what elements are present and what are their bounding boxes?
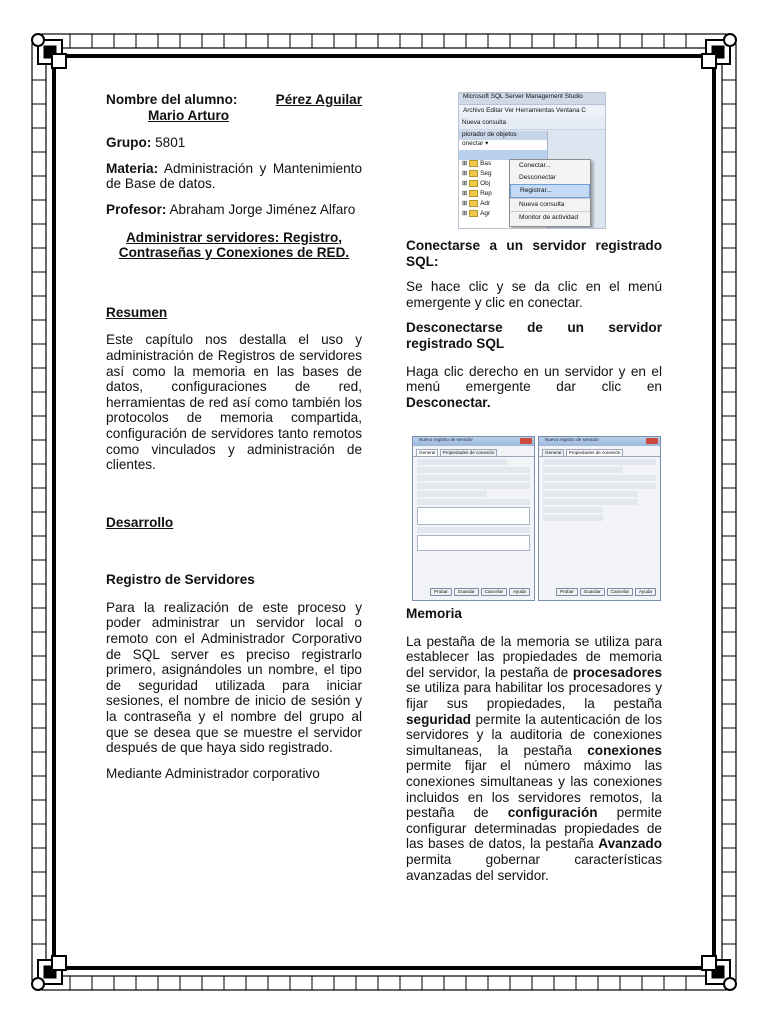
tree-item: ⊞ Obj [462,180,491,188]
save-button: Guardar [454,588,479,596]
folder-icon [469,190,478,197]
student-name-second: Mario Arturo [148,107,230,123]
memoria-text-part: permite la autenticación de los servidores y la auditoria de conexiones simultaneas, la pestaña [406,711,662,758]
student-name-line [106,92,362,108]
connect-text: Se hace clic y se da clic en el menú emergente y clic en conectar. [406,279,662,310]
connect-dropdown: onectar ▾ [462,140,489,147]
form-box [417,507,530,525]
dialog-buttons [554,588,656,596]
tree-item: ⊞ Agr [462,210,491,218]
context-menu [509,159,591,227]
resumen-heading: Resumen [106,304,168,320]
ssms-toolbar [459,117,605,130]
form-line [417,475,530,481]
tab-general: General [542,449,564,456]
tab-general: General [416,449,438,456]
object-explorer-title: plorador de objetos [459,131,547,140]
memoria-keyword: Avanzado [598,836,662,852]
tree-item: ⊞ Bas [462,160,492,168]
form-line [543,483,656,489]
registro-text: Para la realización de este proceso y poder administrar un servidor local o remoto con el Administrador Corporativo de SQL server es preciso registrarlo primero, asignándoles un nombre, el tipo de seguridad utilizada para iniciar sesiones, el nombre de inicio de sesión y la contraseña y el nombre del grupo al que se desea que se muestre el servidor después de que haya sido registrado. [106,599,362,756]
teacher-value: Abraham Jorge Jiménez Alfaro [169,201,356,217]
test-button: Probar [556,588,578,596]
dialog-title: Nuevo registro de servidor [413,437,534,446]
tab-props: Propiedades de conexión [566,449,624,456]
ssms-title: Microsoft SQL Server Management Studio [459,93,605,105]
dialog-title: Nuevo registro de servidor [539,437,660,446]
tree-item: ⊞ Rep [462,190,492,198]
form-line [543,507,603,513]
memoria-heading: Memoria [406,606,462,621]
tree-item: ⊞ Seg [462,170,492,178]
desarrollo-heading: Desarrollo [106,514,174,530]
group-label: Grupo: [106,135,152,151]
form-line [417,483,530,489]
memoria-text-part: permita gobernar características avanzadas del servidor. [406,851,662,883]
mediante-text: Mediante Administrador corporativo [106,765,320,781]
memoria-keyword: seguridad [406,711,471,727]
connect-heading: Conectarse a un servidor registrado SQL: [406,238,662,269]
new-query-label: Nueva consulta [462,119,507,126]
teacher-line [106,202,362,218]
folder-icon [469,170,478,177]
right-column-top [406,238,662,420]
form-line [543,515,603,521]
menu-item-conectar: Conectar... [519,162,551,169]
subject-value: Administración y Mantenimiento de Base de datos. [106,160,363,192]
memoria-keyword: procesadores [572,664,662,680]
folder-icon [469,210,478,217]
form-line [543,475,656,481]
student-name-second-line [106,108,362,124]
menu-item-registrar: Registrar... [510,184,590,198]
memoria-text-part: La pestaña de la memoria se utiliza para establecer las propiedades de memoria del servidor, la pestaña de [406,633,662,680]
subject-label: Materia: [106,160,159,176]
tab-props: Propiedades de conexión [440,449,498,456]
ssms-menu: Archivo Editar Ver Herramientas Ventana C [459,105,605,117]
help-button: Ayuda [509,588,530,596]
disconnect-heading: Desconectarse de un servidor registrado SQL [406,320,662,351]
menu-item-nueva-consulta: Nueva consulta [510,198,590,211]
new-server-dialog-props [538,436,661,601]
form-line [417,459,507,465]
memoria-text-part: se utiliza para habilitar los procesadores y fijar sus propiedades, la pestaña [406,680,662,711]
form-line [543,499,638,505]
new-server-dialog-general [412,436,535,601]
folder-icon [469,200,478,207]
tree-item: ⊞ Adr [462,200,491,208]
form-line [543,459,656,465]
form-line [417,467,530,473]
topic-title-1: Administrar servidores: Registro, [125,229,343,245]
cancel-button: Cancelar [607,588,633,596]
form-line [417,491,487,497]
memoria-keyword: conexiones [587,742,662,758]
menu-item-desconectar: Desconectar [519,174,557,181]
menu-item-monitor: Monitor de actividad [510,211,590,224]
disconnect-bold: Desconectar. [406,394,491,410]
help-button: Ayuda [635,588,656,596]
form-line [543,467,623,473]
teacher-label: Profesor: [106,201,167,217]
right-column-bottom [406,606,662,893]
ssms-screenshot [458,92,606,229]
memoria-text [406,634,662,884]
close-icon [646,438,658,444]
student-name-label: Nombre del alumno: [106,92,238,107]
memoria-text-part: permite configurar determinadas propiedades de las bases de datos, la pestaña [406,805,662,852]
registro-heading: Registro de Servidores [106,572,255,588]
form-line [543,491,638,497]
topic-title-2: Contraseñas y Conexiones de RED. [118,245,350,261]
dialog-buttons [428,588,530,596]
close-icon [520,438,532,444]
group-line [106,135,362,151]
cancel-button: Cancelar [481,588,507,596]
student-name-first: Pérez Aguilar [275,92,362,107]
save-button: Guardar [580,588,605,596]
form-line [417,527,530,533]
folder-icon [469,160,478,167]
memoria-keyword: configuración [507,805,598,821]
group-value: 5801 [155,135,186,151]
disconnect-text: Haga clic derecho en un servidor y en el menú emergente dar clic en Desconectar. [406,363,662,410]
dialogs-screenshot [412,436,660,599]
memoria-text-part: permite fijar el número máximo las conexiones simultaneas y las conexiones incluidos en los servidores remotos, la pestaña de [406,758,662,821]
form-box [417,535,530,551]
form-line [417,499,530,505]
folder-icon [469,180,478,187]
test-button: Probar [430,588,452,596]
dialog-tabs [539,449,660,457]
dialog-tabs [413,449,534,457]
left-column [106,92,362,791]
resumen-text: Este capítulo nos destalla el uso y administración de Registros de servidores así como la memoria en las bases de datos, configuraciones de red, herramientas de red así como también los protocolos de memoria compartida, configuración de servidores tanto remotos como vinculados y administración de clientes. [106,332,362,473]
subject-line [106,161,362,192]
